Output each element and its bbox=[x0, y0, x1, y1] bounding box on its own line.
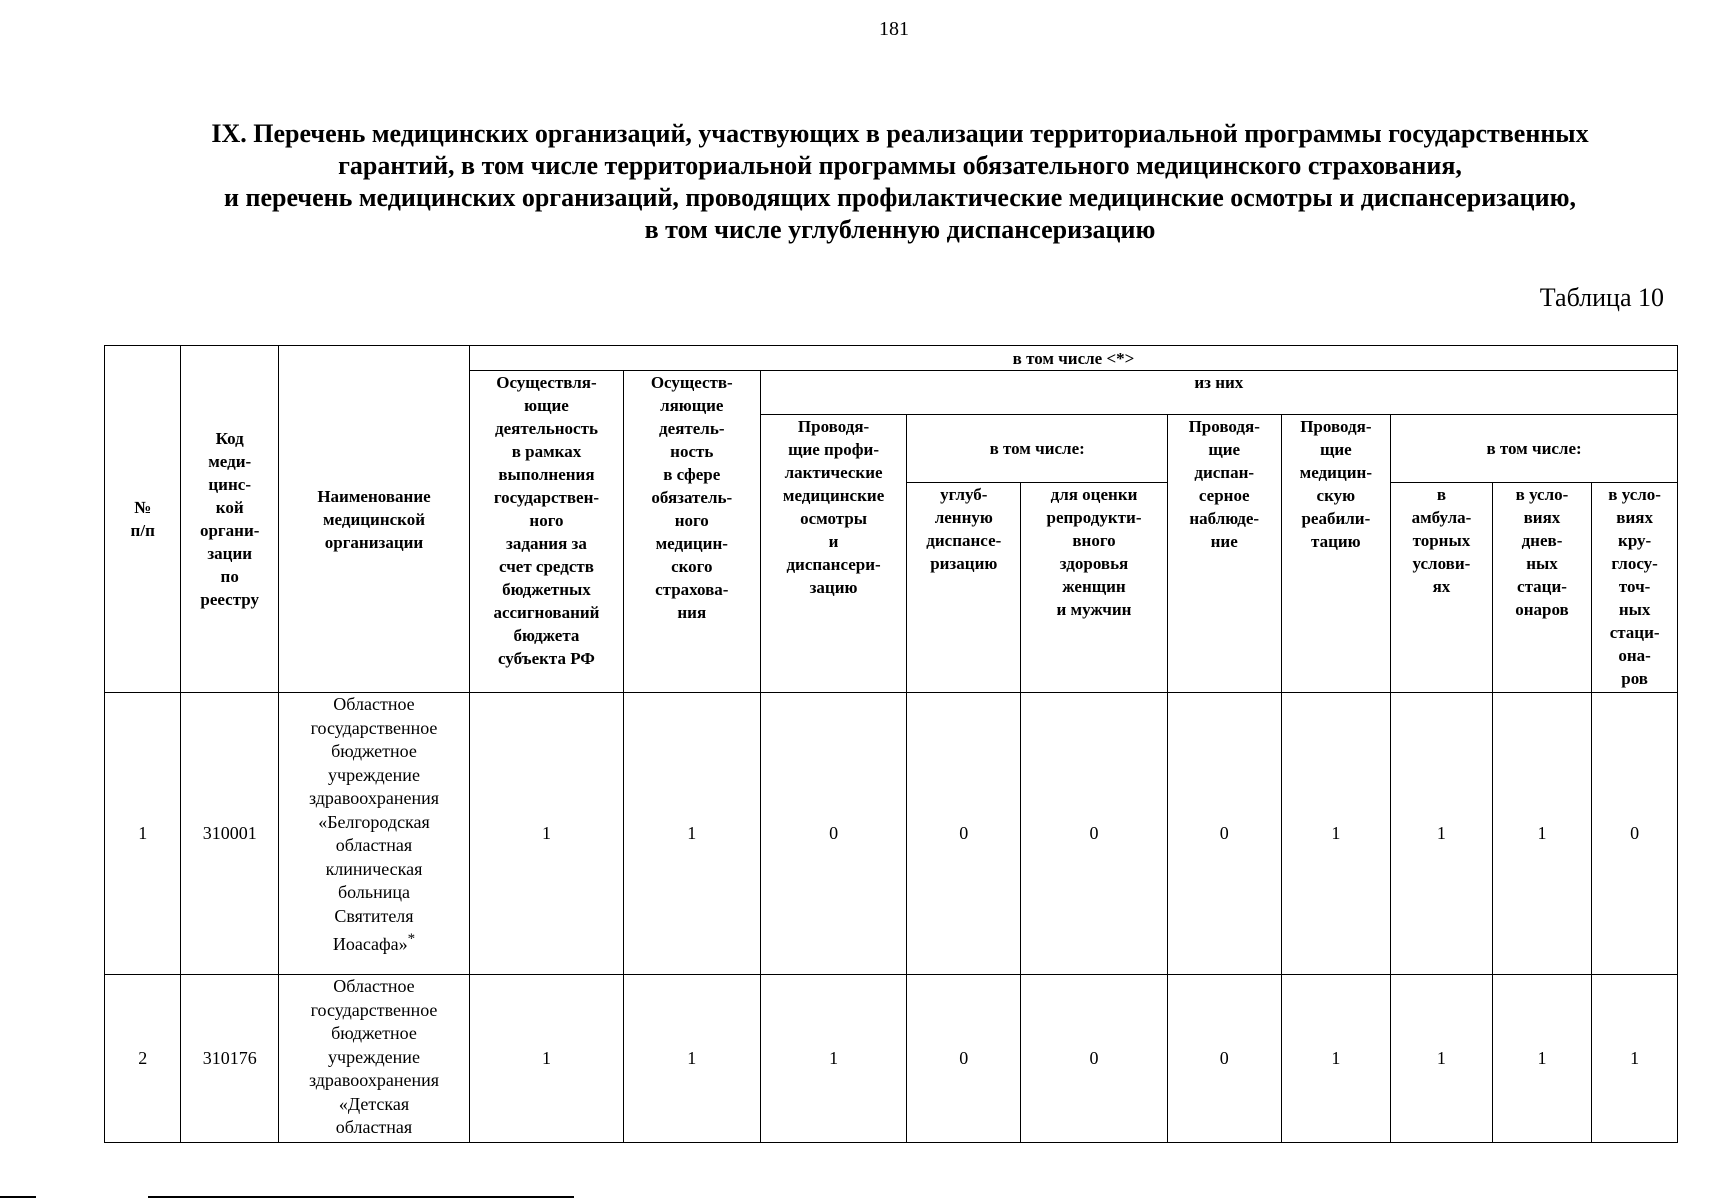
table-row bbox=[105, 975, 1678, 1143]
page-number: 181 bbox=[879, 18, 909, 40]
cell-deep-disp: 0 bbox=[907, 693, 1021, 975]
org-name-text: Областное государственное бюджетное учреждение здравоохранения «Детская областная bbox=[308, 976, 440, 1137]
scan-artifact-line bbox=[0, 1196, 36, 1198]
cell-round-clock: 1 bbox=[1592, 975, 1678, 1143]
cell-org-name bbox=[278, 975, 469, 1143]
title-line-3: и перечень медицинских организаций, проводящих профилактические медицинские осмотры и диспансеризацию, bbox=[224, 183, 1576, 212]
header-prof-exams: Проводя- щие профи- лактические медицинские осмотры и диспансери- зацию bbox=[760, 415, 907, 693]
org-name-text: Областное государственное бюджетное учреждение здравоохранения «Белгородская областная клиническая больница Святителя Иоасафа» bbox=[308, 694, 440, 954]
cell-repro-health: 0 bbox=[1021, 693, 1168, 975]
title-line-1: IX. Перечень медицинских организаций, участвующих в реализации территориальной программы государственных bbox=[211, 119, 1589, 148]
header-oms: Осуществ- ляющие деятель- ность в сфере обязатель- ного медицин- ского страхова- ния bbox=[623, 371, 760, 693]
cell-day-hospital: 1 bbox=[1492, 975, 1592, 1143]
cell-outpatient: 1 bbox=[1391, 975, 1493, 1143]
cell-num: 1 bbox=[105, 693, 181, 975]
scan-artifact-line bbox=[148, 1196, 574, 1198]
title-line-4: в том числе углубленную диспансеризацию bbox=[644, 215, 1156, 244]
header-including-a: в том числе: bbox=[907, 415, 1167, 483]
cell-state-task: 1 bbox=[470, 975, 624, 1143]
header-including-b: в том числе: bbox=[1391, 415, 1678, 483]
header-code: Код меди- цинс- кой органи- зации по реестру bbox=[181, 346, 279, 693]
header-of-them: из них bbox=[760, 371, 1677, 415]
document-title bbox=[130, 118, 1670, 246]
cell-repro-health: 0 bbox=[1021, 975, 1168, 1143]
cell-num: 2 bbox=[105, 975, 181, 1143]
header-num: № п/п bbox=[105, 346, 181, 693]
table-row bbox=[105, 693, 1678, 975]
header-state-task: Осуществля- ющие деятельность в рамках выполнения государствен- ного задания за счет средств бюджетных ассигнований бюджета субъекта РФ bbox=[470, 371, 624, 693]
header-including: в том числе <*> bbox=[470, 346, 1678, 371]
org-name-footnote-mark: * bbox=[407, 931, 416, 947]
cell-deep-disp: 0 bbox=[907, 975, 1021, 1143]
header-repro-health: для оценки репродукти- вного здоровья женщин и мужчин bbox=[1021, 483, 1168, 693]
cell-rehab: 1 bbox=[1281, 975, 1391, 1143]
cell-round-clock: 0 bbox=[1592, 693, 1678, 975]
cell-prof-exams: 0 bbox=[760, 693, 907, 975]
title-line-2: гарантий, в том числе территориальной программы обязательного медицинского страхования, bbox=[338, 151, 1462, 180]
cell-org-name bbox=[278, 693, 469, 975]
cell-outpatient: 1 bbox=[1391, 693, 1493, 975]
cell-code: 310176 bbox=[181, 975, 279, 1143]
cell-state-task: 1 bbox=[470, 693, 624, 975]
cell-rehab: 1 bbox=[1281, 693, 1391, 975]
organizations-table bbox=[104, 345, 1678, 1143]
cell-day-hospital: 1 bbox=[1492, 693, 1592, 975]
cell-oms: 1 bbox=[623, 693, 760, 975]
header-deep-disp: углуб- ленную диспансе- ризацию bbox=[907, 483, 1021, 693]
header-outpatient: в амбула- торных услови- ях bbox=[1391, 483, 1493, 693]
cell-disp-observation: 0 bbox=[1167, 975, 1281, 1143]
header-day-hospital: в усло- виях днев- ных стаци- онаров bbox=[1492, 483, 1592, 693]
cell-disp-observation: 0 bbox=[1167, 693, 1281, 975]
cell-oms: 1 bbox=[623, 975, 760, 1143]
cell-prof-exams: 1 bbox=[760, 975, 907, 1143]
table-label: Таблица 10 bbox=[1539, 283, 1664, 312]
header-disp-observation: Проводя- щие диспан- серное наблюде- ние bbox=[1167, 415, 1281, 693]
header-round-clock: в усло- виях кру- глосу- точ- ных стаци- она- ров bbox=[1592, 483, 1678, 693]
cell-code: 310001 bbox=[181, 693, 279, 975]
header-rehab: Проводя- щие медицин- скую реабили- тацию bbox=[1281, 415, 1391, 693]
header-name: Наименование медицинской организации bbox=[278, 346, 469, 693]
